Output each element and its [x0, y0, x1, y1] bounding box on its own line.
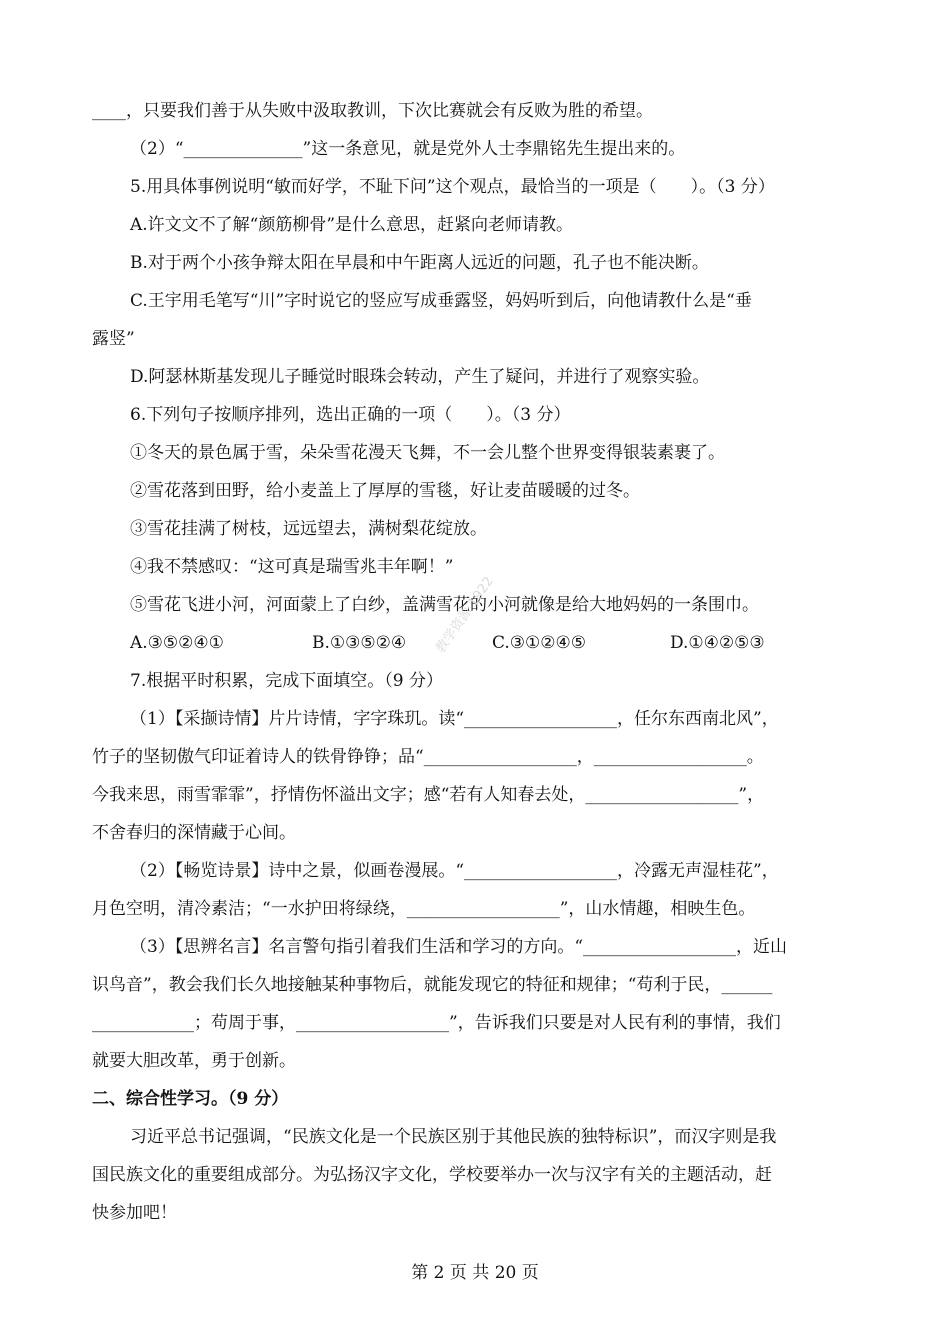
q5-option-d: D.阿瑟林斯基发现儿子睡觉时眼珠会转动，产生了疑问，并进行了观察实验。	[130, 367, 710, 387]
q6-option-d: D.①④②⑤③	[670, 633, 765, 653]
sentence-2: ②雪花落到田野，给小麦盖上了厚厚的雪毯，好让麦苗暖暖的过冬。	[130, 481, 640, 501]
text-line: （3）【思辨名言】名言警句指引着我们生活和学习的方向。“__________________，近山	[130, 937, 788, 957]
q5-option-c: C.王宇用毛笔写“川”字时说它的竖应写成垂露竖，妈妈听到后，向他请教什么是“垂	[130, 291, 752, 311]
sentence-1: ①冬天的景色属于雪，朵朵雪花漫天飞舞，不一会儿整个世界变得银装素裹了。	[130, 443, 725, 463]
text-line: （2）【畅览诗景】诗中之景，似画卷漫展。“__________________，冷露无声湿桂花”，	[130, 861, 779, 881]
text-line: 习近平总书记强调，“民族文化是一个民族区别于其他民族的独特标识”，而汉字则是我	[130, 1127, 777, 1147]
section-heading: 二、综合性学习。（9 分）	[92, 1089, 289, 1109]
text-line: 快参加吧！	[92, 1203, 177, 1223]
text-line: ____________；苟周于事，__________________”，告诉我们只要是对人民有利的事情，我们	[92, 1013, 781, 1033]
text-line: 识鸟音”，教会我们长久地接触某种事物后，就能发现它的特征和规律；“苟利于民，______	[92, 975, 773, 995]
text-line: 竹子的坚韧傲气印证着诗人的铁骨铮铮；品“__________________，__________________。	[92, 747, 764, 767]
text-line: 今我来思，雨雪霏霏”，抒情伤怀溢出文字；感“若有人知春去处，__________________”，	[92, 785, 765, 805]
q6-option-a: A.③⑤②④①	[130, 633, 224, 653]
watermark: 教学资源 1922	[433, 574, 497, 656]
text-line: 不舍春归的深情藏于心间。	[92, 823, 296, 843]
q6-option-b: B.①③⑤②④	[312, 633, 407, 653]
text-line: ____，只要我们善于从失败中汲取教训，下次比赛就会有反败为胜的希望。	[92, 101, 653, 121]
text-line: （2）“______________”这一条意见，就是党外人士李鼎铭先生提出来的。	[130, 139, 686, 159]
q5-option-a: A.许文文不了解“颜筋柳骨”是什么意思，赶紧向老师请教。	[130, 215, 574, 235]
page-footer: 第 2 页 共 20 页	[411, 1263, 539, 1283]
sentence-3: ③雪花挂满了树枝，远远望去，满树梨花绽放。	[130, 519, 487, 539]
question-5: 5.用具体事例说明“敏而好学，不耻下问”这个观点，最恰当的一项是（ ）。（3 分）	[130, 177, 775, 197]
sentence-5: ⑤雪花飞进小河，河面蒙上了白纱，盖满雪花的小河就像是给大地妈妈的一条围巾。	[130, 595, 759, 615]
text-line: 就要大胆改革，勇于创新。	[92, 1051, 296, 1071]
q5-option-b: B.对于两个小孩争辩太阳在早晨和中午距离人远近的问题，孔子也不能决断。	[130, 253, 709, 273]
text-line: 国民族文化的重要组成部分。为弘扬汉字文化，学校要举办一次与汉字有关的主题活动，赶	[92, 1165, 772, 1185]
q6-option-c: C.③①②④⑤	[492, 633, 587, 653]
question-7: 7.根据平时积累，完成下面填空。（9 分）	[130, 671, 443, 691]
text-line: 露竖”	[92, 329, 135, 349]
question-6: 6.下列句子按顺序排列，选出正确的一项（ ）。（3 分）	[130, 405, 571, 425]
text-line: 月色空明，清冷素洁；“一水护田将绿绕，__________________”，山水情趣，相映生色。	[92, 899, 756, 919]
sentence-4: ④我不禁感叹：“这可真是瑞雪兆丰年啊！”	[130, 557, 454, 577]
text-line: （1）【采撷诗情】片片诗情，字字珠玑。读“__________________，任尔东西南北风”，	[130, 709, 779, 729]
